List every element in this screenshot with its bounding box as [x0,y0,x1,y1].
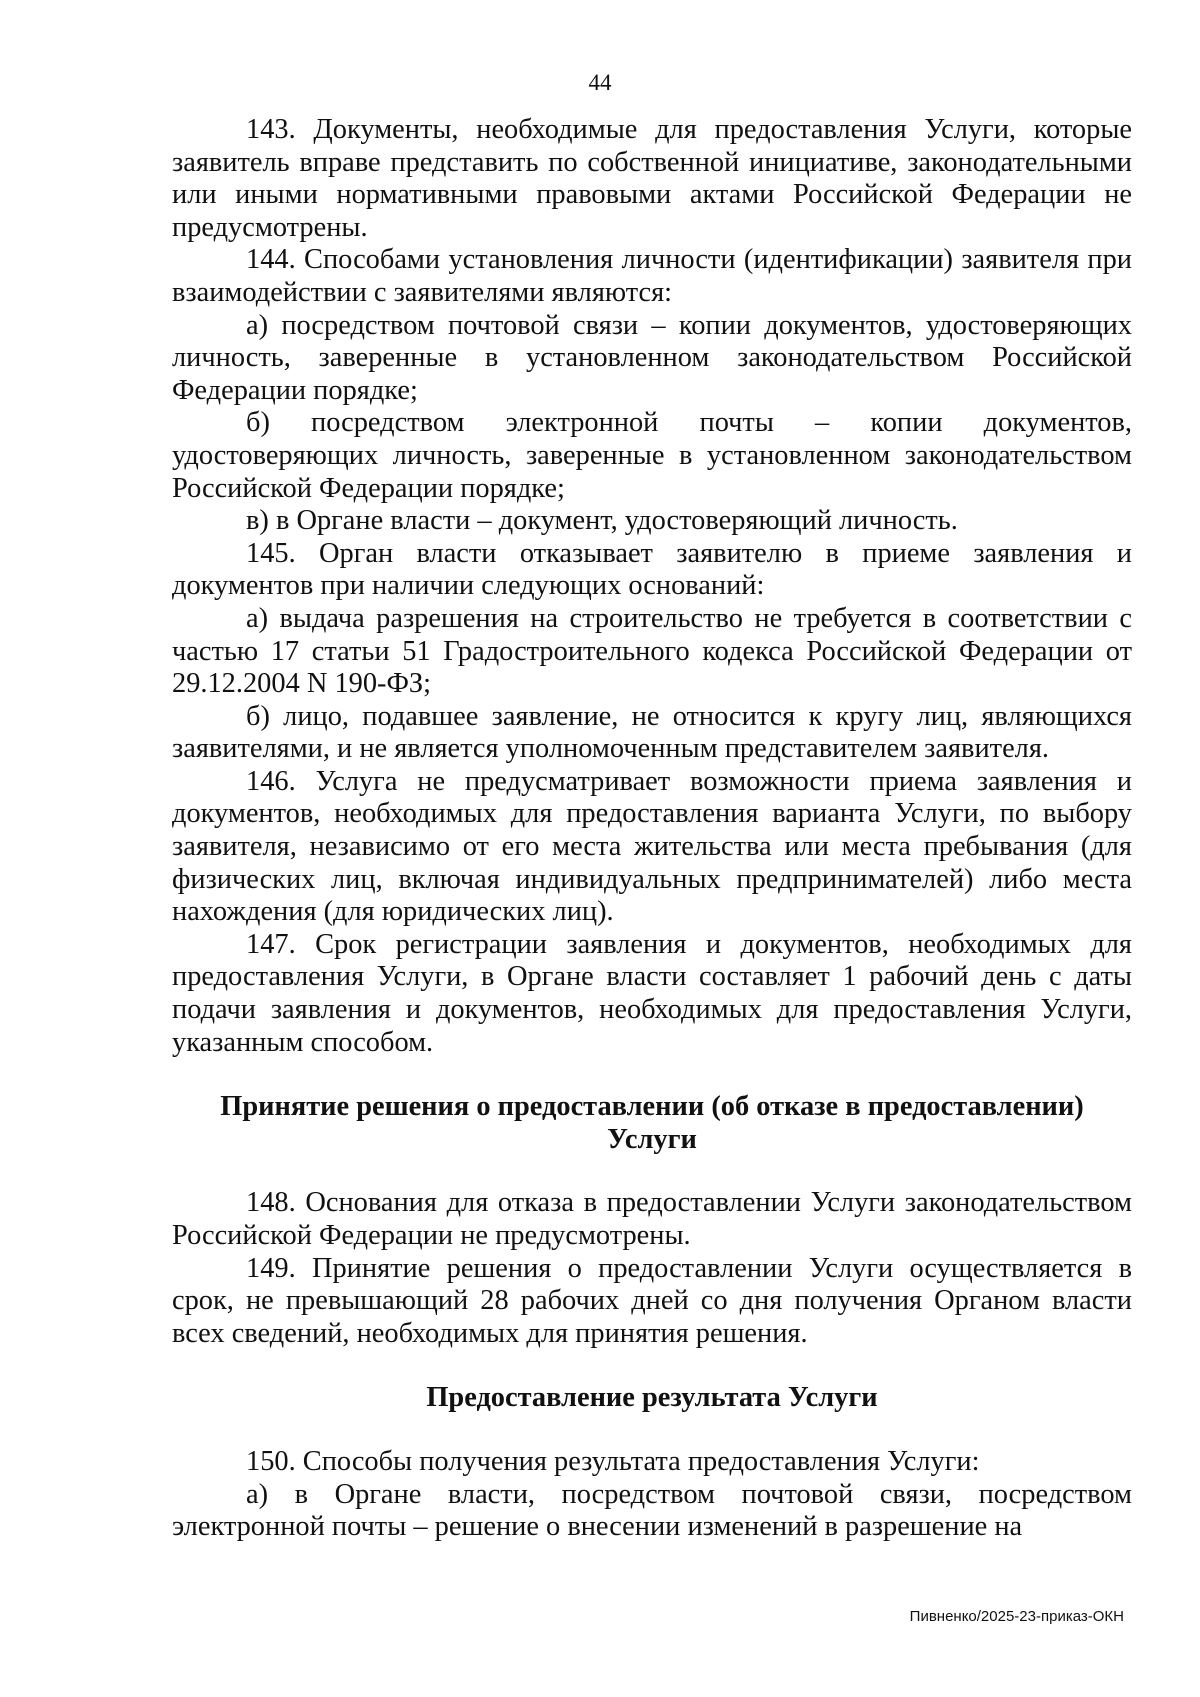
paragraph-144: 144. Способами установления личности (идентификации) заявителя при взаимодействии с заявителями являются: [172,244,1132,308]
paragraph-146: 146. Услуга не предусматривает возможности приема заявления и документов, необходимых для предоставления варианта Услуги, по выбору заявителя, независимо от его места жительства или места пребывания (для физических лиц, включая индивидуальных предпринимателей) либо места нахождения (для юридических лиц). [172,765,1132,928]
paragraph-149: 149. Принятие решения о предоставлении Услуги осуществляется в срок, не превышающий 28 рабочих дней со дня получения Органом власти всех сведений, необходимых для принятия решения. [172,1252,1132,1349]
document-body [172,114,1132,1544]
paragraph-147: 147. Срок регистрации заявления и документов, необходимых для предоставления Услуги, в Органе власти составляет 1 рабочий день с даты подачи заявления и документов, необходимых для предоставления Услуги, указанным способом. [172,928,1132,1058]
paragraph-144-b: б) посредством электронной почты – копии документов, удостоверяющих личность, заверенные в установленном законодательством Российской Федерации порядке; [172,407,1132,504]
paragraph-143: 143. Документы, необходимые для предоставления Услуги, которые заявитель вправе представить по собственной инициативе, законодательными или иными нормативными правовыми актами Российской Федерации не предусмотрены. [172,114,1132,243]
paragraph-148: 148. Основания для отказа в предоставлении Услуги законодательством Российской Федерации не предусмотрены. [172,1187,1132,1251]
section-heading-decision-line1: Принятие решения о предоставлении (об отказе в предоставлении) [220,1091,1084,1123]
paragraph-145: 145. Орган власти отказывает заявителю в приеме заявления и документов при наличии следующих оснований: [172,537,1132,602]
paragraph-145-b: б) лицо, подавшее заявление, не относится к кругу лиц, являющихся заявителями, и не является уполномоченным представителем заявителя. [172,700,1132,765]
paragraph-145-a: а) выдача разрешения на строительство не требуется в соответствии с частью 17 статьи 51 Градостроительного кодекса Российской Федерации от 29.12.2004 N 190-ФЗ; [172,602,1132,700]
paragraph-144-a: а) посредством почтовой связи – копии документов, удостоверяющих личность, заверенные в установленном законодательством Российской Федерации порядке; [172,309,1132,406]
section-heading-result: Предоставление результата Услуги [426,1382,878,1414]
paragraph-150-a: а) в Органе власти, посредством почтовой связи, посредством электронной почты – решение о внесении изменений в разрешение на [172,1478,1132,1543]
section-heading-decision-line2: Услуги [607,1123,697,1155]
section-heading-decision [172,1091,1132,1156]
paragraph-150: 150. Способы получения результата предоставления Услуги: [246,1445,980,1477]
document-footer-reference: Пивненко/2025-23-приказ-ОКН [909,1608,1124,1625]
paragraph-144-v: в) в Органе власти – документ, удостоверяющий личность. [246,505,958,537]
page-number: 44 [588,70,612,95]
